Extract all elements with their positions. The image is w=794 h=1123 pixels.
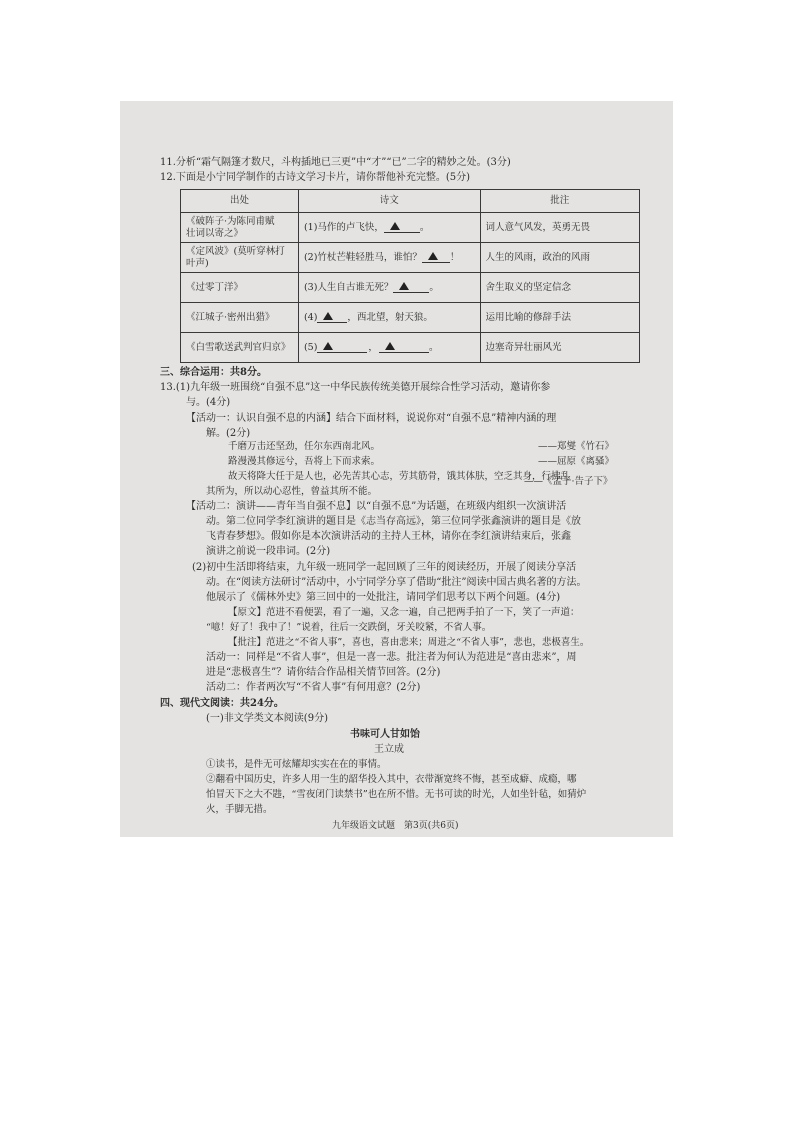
source-line: 叶声): [186, 257, 209, 269]
essay-paragraph: 怕冒天下之大不韪，“雪夜闭门读禁书”也在所不惜。无书可读的时光，人如坐针毡，如猜炉: [206, 789, 587, 800]
original-text: 【原文】范进不看便罢，看了一遍，又念一遍，自己把两手拍了一下，笑了一声道：: [228, 607, 580, 618]
poem-text: ，西北望，射天狼。: [347, 311, 433, 323]
table-row: [181, 303, 640, 333]
poem-cell: (5) ， 。: [298, 333, 480, 363]
source-cell: [181, 213, 299, 243]
activity-1-line: 解。(2分): [206, 428, 251, 439]
question-12: 12.下面是小宁同学制作的古诗文学习卡片，请你帮他补充完整。(5分): [160, 172, 471, 183]
source-line: 《白雪歌送武判官归京》: [186, 341, 291, 353]
answer-blank: [422, 252, 450, 263]
note-cell: 词人意气风发，英勇无畏: [480, 213, 639, 243]
table-row: [181, 213, 640, 243]
source-line: 《江城子·密州出猎》: [186, 311, 275, 323]
source-line: 壮词以寄之》: [186, 227, 244, 239]
answer-blank: [379, 342, 429, 353]
poetry-card-table: [180, 189, 640, 363]
header-source: 出处: [181, 190, 299, 213]
source-cell: [181, 243, 299, 273]
original-text: “噫！好了！我中了！”说着，往后一交跌倒，牙关咬紧，不省人事。: [206, 622, 492, 633]
question-13-2-line: (2)初中生活即将结束，九年级一班同学一起回顾了三年的阅读经历，开展了阅读分享活: [192, 562, 577, 573]
triangle-marker-icon: [428, 252, 438, 260]
quote-mencius: 其所为，所以动心忍性，曾益其所不能。: [206, 486, 378, 497]
source-cell: [181, 273, 299, 303]
triangle-marker-icon: [385, 342, 395, 350]
answer-blank: [317, 342, 367, 353]
answer-blank: [317, 312, 347, 323]
task-2-line: 活动二：作者两次写“不省人事”有何用意？(2分): [206, 682, 421, 693]
header-note: 批注: [480, 190, 639, 213]
activity-2-line: 【活动二：演讲——青年当自强不息】以“自强不息”为话题，在班级内组织一次演讲活: [186, 501, 567, 512]
essay-paragraph: 火，手脚无措。: [206, 804, 273, 815]
page-footer: 九年级语文试题 第3页(共6页): [332, 821, 459, 831]
quote-mencius: 故天将降大任于是人也，必先苦其心志，劳其筋骨，饿其体肤，空乏其身，行拂乱: [228, 471, 571, 482]
quote-source: ——《孟子·告子下》: [524, 476, 613, 487]
poem-cell: [298, 213, 480, 243]
triangle-marker-icon: [390, 222, 400, 230]
poem-text: ！: [449, 251, 460, 263]
source-line: 《过零丁洋》: [186, 281, 244, 293]
task-1-line: 活动一：同样是“不省人事”，但是一喜一悲。批注者为何认为范进是“喜由悲来”，周: [206, 652, 577, 663]
quote-source: ——屈原《离骚》: [538, 456, 615, 467]
poem-text: (4): [303, 311, 318, 323]
source-cell: [181, 303, 299, 333]
question-13-2-line: 动。在“阅读方法研讨”活动中，小宁同学分享了借助“批注”阅读中国古典名著的方法。: [206, 577, 587, 588]
poem-cell: [298, 243, 480, 273]
activity-2-line: 动。第二位同学李红演讲的题目是《志当存高远》，第三位同学张鑫演讲的题目是《放: [206, 516, 581, 527]
quote-source: ——郑燮《竹石》: [538, 441, 615, 452]
table-row: [181, 273, 640, 303]
note-cell: 舍生取义的坚定信念: [480, 273, 639, 303]
essay-paragraph: ①读书，是件无可炫耀却实实在在的事情。: [206, 759, 387, 770]
poem-cell: [298, 303, 480, 333]
section-4-heading: 四、现代文阅读：共24分。: [160, 698, 284, 709]
triangle-marker-icon: [323, 312, 333, 320]
essay-title: 书味可人甘如饴: [350, 729, 420, 740]
activity-1-line: 【活动一：认识自强不息的内涵】结合下面材料，说说你对“自强不息”精神内涵的理: [186, 413, 557, 424]
poem-cell: [298, 273, 480, 303]
poem-text: 。: [429, 281, 439, 293]
triangle-marker-icon: [399, 282, 409, 290]
essay-paragraph: ②翻看中国历史，许多人用一生的韶华投入其中，衣带渐宽终不悔，甚至成癖、成瘾，哪: [206, 774, 577, 785]
table-row: [181, 333, 640, 363]
table-row: [181, 243, 640, 273]
question-11: 11.分析“霜气隔篷才数尺，斗构插地已三更”中“才”“已”二字的精妙之处。(3分): [160, 157, 511, 168]
question-13-2-line: 他展示了《儒林外史》第三回中的一处批注，请同学们思考以下两个问题。(4分): [206, 592, 561, 603]
task-1-line: 进是“悲极喜生”？请你结合作品相关情节回答。(2分): [206, 667, 441, 678]
source-line: 《破阵子·为陈同甫赋: [186, 215, 275, 227]
annotation-text: 【批注】范进之“不省人事”，喜也，喜由悲来；周进之“不省人事”，悲也，悲极喜生。: [228, 637, 590, 648]
question-13-1-line: 13.(1)九年级一班围绕“自强不息”这一中华民族传统美德开展综合性学习活动，邀请你参: [160, 382, 551, 393]
subsection-heading: (一)非文学类文本阅读(9分): [206, 713, 328, 724]
poem-text: 。: [419, 221, 430, 233]
source-line: 《定风波》(莫听穿林打: [186, 245, 285, 257]
answer-blank: [384, 222, 420, 233]
activity-2-line: 飞青春梦想》。假如你是本次演讲活动的主持人王林，请你在李红演讲结束后，张鑫: [206, 531, 571, 542]
poem-text: (2)竹杖芒鞋轻胜马，谁怕？: [303, 251, 422, 263]
activity-2-line: 演讲之前说一段串词。(2分): [206, 546, 331, 557]
note-cell: 运用比喻的修辞手法: [480, 303, 639, 333]
quote-lisao: 路漫漫其修远兮，吾将上下而求索。: [228, 456, 381, 467]
note-cell: 边塞奇异壮丽风光: [480, 333, 639, 363]
section-3-heading: 三、综合运用：共8分。: [160, 367, 267, 378]
triangle-marker-icon: [323, 342, 333, 350]
poem-text: (1)马作的卢飞快，: [303, 221, 384, 233]
scanned-exam-page: [120, 101, 673, 837]
quote-zhushi: 千磨万击还坚劲，任尔东西南北风。: [228, 441, 381, 452]
note-cell: 人生的风雨，政治的风雨: [480, 243, 639, 273]
essay-author: 王立成: [374, 744, 404, 755]
poem-text: 。: [428, 341, 439, 353]
source-cell: [181, 333, 299, 363]
question-13-1-line: 与。(4分): [186, 397, 231, 408]
poem-text: (3)人生自古谁无死？: [303, 281, 394, 293]
poem-text: (5): [303, 341, 318, 353]
answer-blank: [393, 282, 429, 293]
table-header-row: [181, 190, 640, 213]
header-poem: 诗文: [298, 190, 480, 213]
